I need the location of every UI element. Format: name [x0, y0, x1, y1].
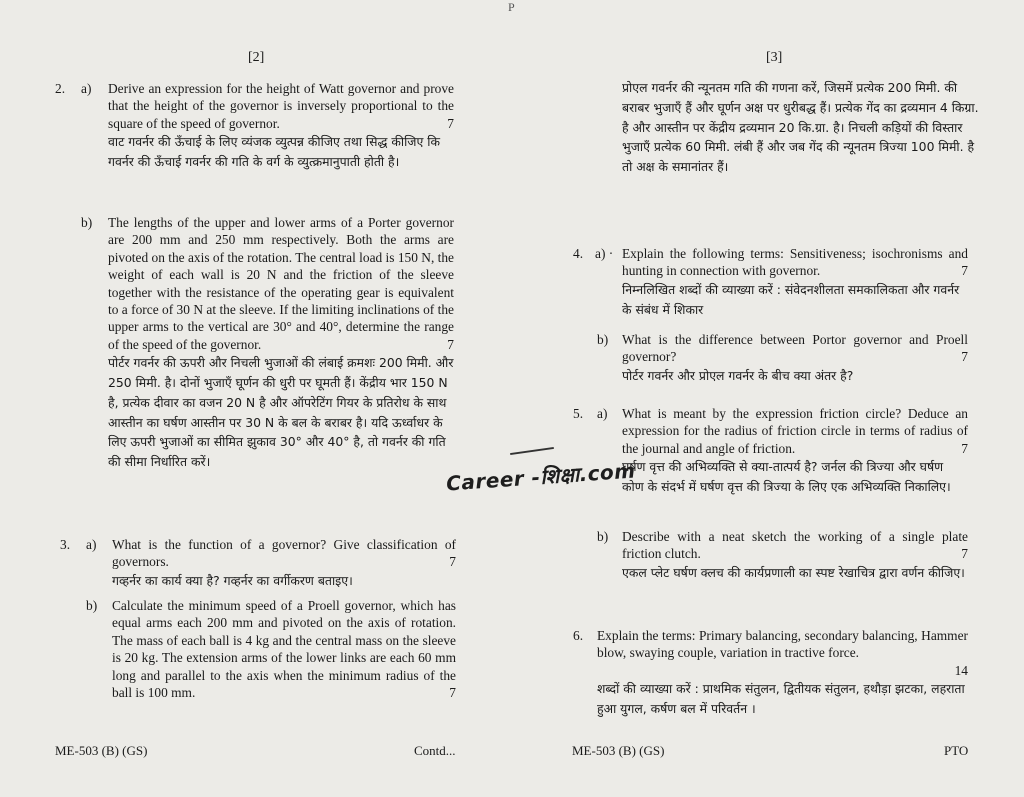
question-text-en: Explain the terms: Primary balancing, secondary balancing, Hammer blow, swaying couple, variation in tractive force. — [597, 628, 968, 661]
question-text-en: The lengths of the upper and lower arms of a Porter governor are 200 mm and 250 mm respectively. Both the arms are pivoted on the axis of the rotation. The central load is 150 N, the weight of each wall is 20 N and the friction of the sleeve together with the resistance of the operating gear is equivalent to a force of 30 N at the sleeve. If the limiting inclinations of the upper arms to the vertical are 30° and 40°, determine the range of the speed of the governor. 7 — [108, 215, 454, 352]
question-text-hi: गव्हर्नर का कार्य क्या है? गव्हर्नर का वर्गीकरण बताइए। — [112, 572, 353, 588]
question-text-hi: वाट गवर्नर की ऊँचाई के लिए व्यंजक व्युत्पन्न कीजिए तथा सिद्ध कीजिए कि गवर्नर की ऊँचाई गवर्नर की गति के वर्ग के व्युत्क्रमानुपाती होती है। — [108, 134, 440, 170]
question-text-en: Describe with a neat sketch the working of a single plate friction clutch. 7 — [622, 529, 968, 562]
question-6 — [597, 627, 968, 719]
question-4b — [622, 331, 968, 386]
question-3b — [112, 597, 456, 701]
marks: 7 — [447, 336, 454, 352]
subpart-label: a) — [86, 537, 97, 552]
question-text-en: What is the difference between Portor governor and Proell governor? 7 — [622, 332, 968, 365]
footer-code: ME-503 (B) (GS) — [55, 743, 148, 758]
page-number: [3] — [766, 50, 783, 65]
question-5a — [622, 405, 968, 497]
question-text-hi: एकल प्लेट घर्षण क्लच की कार्यप्रणाली का स्पष्ट रेखाचित्र द्वारा वर्णन कीजिए। — [622, 564, 965, 580]
question-2a — [108, 80, 454, 172]
footer-code: ME-503 (B) (GS) — [572, 743, 665, 758]
question-number: 4. — [573, 246, 584, 261]
right-page — [512, 0, 1024, 797]
marks: 7 — [961, 263, 968, 279]
subpart-label: a) — [81, 81, 92, 96]
marks: 7 — [961, 546, 968, 562]
marks: 7 — [449, 554, 456, 570]
question-number: 6. — [573, 628, 584, 643]
subpart-label: b) — [86, 598, 98, 613]
question-text-hi: पोर्टर गवर्नर की ऊपरी और निचली भुजाओं की लंबाई क्रमशः 200 मिमी. और 250 मिमी. है। दोनों भुजाएँ घूर्णन की धुरी पर घूमती हैं। केंद्रीय भार 150 N है, प्रत्येक दीवार का वजन 20 N है और ऑपरेटिंग गियर के प्रतिरोध के साथ आस्तीन का घर्षण आस्तीन पर 30 N के बल के बराबर है। यदि ऊर्ध्वाधर के लिए ऊपरी भुजाओं का सीमित झुकाव 30° और 40° है, तो गवर्नर की गति की सीमा निर्धारित करें। — [108, 355, 454, 470]
question-text-hi: पोर्टर गवर्नर और प्रोएल गवर्नर के बीच क्या अंतर है? — [622, 367, 854, 383]
marks: 7 — [449, 685, 456, 701]
footer-contd: Contd... — [414, 743, 456, 758]
question-text-en: Explain the following terms: Sensitiveness; isochronisms and hunting in connection with governor. 7 — [622, 246, 968, 279]
footer-pto: PTO — [944, 743, 969, 758]
subpart-label: a) — [597, 406, 608, 421]
subpart-label: b) — [81, 215, 93, 230]
question-text-hi: निम्नलिखित शब्दों की व्याख्या करें : संवेदनशीलता समकालिकता और गवर्नर के संबंध में शिकार — [622, 281, 960, 317]
watermark-logo: Career -शिक्षा.com — [445, 458, 637, 496]
question-number: 5. — [573, 406, 584, 421]
subpart-label: b) — [597, 332, 609, 347]
question-text-en: Derive an expression for the height of Watt governor and prove that the height of the governor is inversely proportional to the square of the speed of governor. 7 — [108, 81, 454, 131]
marks: 7 — [447, 115, 454, 131]
subpart-label: a) · — [595, 246, 614, 261]
question-text-hi: प्रोएल गवर्नर की न्यूनतम गति की गणना करें, जिसमें प्रत्येक 200 मिमी. की बराबर भुजाएँ हैं और घूर्णन अक्ष पर धुरीबद्ध हैं। प्रत्येक गेंद का द्रव्यमान 4 किग्रा. है और आस्तीन पर केंद्रीय द्रव्यमान 20 कि.ग्रा. है। निचली कड़ियों की विस्तार भुजाएँ प्रत्येक 60 मिमी. लंबी हैं और जब गेंद की न्यूनतम त्रिज्या 100 मिमी. है तो अक्ष के समानांतर हैं। — [622, 80, 979, 175]
question-text-en: What is meant by the expression friction circle? Deduce an expression for the radius of friction circle in terms of radius of the journal and angle of friction. 7 — [622, 406, 968, 456]
page-number: [2] — [248, 50, 265, 65]
question-text-hi: घर्षण वृत्त की अभिव्यक्ति से क्या-तात्पर्य है? जर्नल की त्रिज्या और घर्षण कोण के संदर्भ में घर्षण वृत्त की त्रिज्या के लिए एक अभिव्यक्ति निकालिए। — [622, 459, 951, 495]
top-mark: P — [508, 0, 515, 14]
marks: 7 — [961, 440, 968, 456]
subpart-label: b) — [597, 529, 609, 544]
question-5b — [622, 528, 968, 583]
marks: 14 — [954, 662, 968, 678]
question-text-en: Calculate the minimum speed of a Proell governor, which has equal arms each 200 mm and pivoted on the axis of rotation. The mass of each ball is 4 kg and the central mass on the sleeve is 20 kg. The extension arms of the lower links are each 60 mm long and parallel to the axis when the minimum radius of the ball is 100 mm. 7 — [112, 598, 456, 701]
question-text-en: What is the function of a governor? Give classification of governors. 7 — [112, 537, 456, 570]
question-3a — [112, 536, 456, 591]
question-4a — [622, 245, 968, 319]
question-number: 2. — [55, 81, 66, 96]
question-number: 3. — [60, 537, 71, 552]
question-2b — [108, 214, 454, 472]
question-3b-hindi — [622, 78, 982, 177]
question-text-hi: शब्दों की व्याख्या करें : प्राथमिक संतुलन, द्वितीयक संतुलन, हथौड़ा झटका, लहराता हुआ युगल, कर्षण बल में परिवर्तन । — [597, 681, 965, 717]
marks: 7 — [961, 349, 968, 365]
